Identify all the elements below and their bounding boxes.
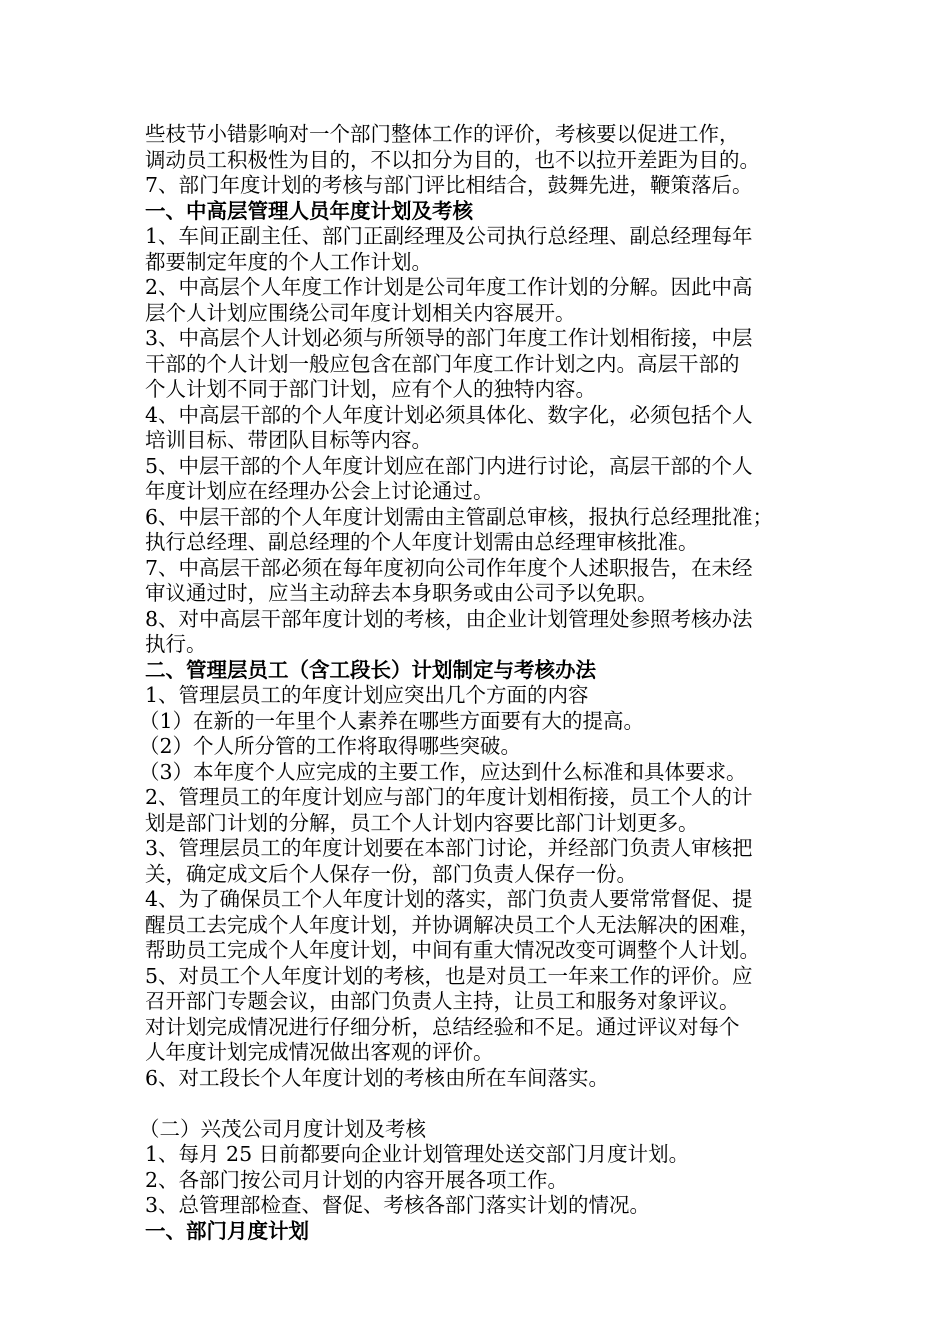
- paragraph-line: 1、管理层员工的年度计划应突出几个方面的内容: [145, 683, 589, 707]
- paragraph-line: 些枝节小错影响对一个部门整体工作的评价，考核要以促进工作，: [145, 122, 740, 146]
- paragraph-line: 4、中高层干部的个人年度计划必须具体化、数字化，必须包括个人: [145, 402, 753, 427]
- paragraph-line: 7、部门年度计划的考核与部门评比相结合，鼓舞先进，鞭策落后。: [145, 173, 753, 197]
- paragraph-line: 2、管理员工的年度计划应与部门的年度计划相衔接，员工个人的计: [145, 785, 753, 809]
- paragraph-line: 2、各部门按公司月计划的内容开展各项工作。: [145, 1167, 569, 1192]
- paragraph-line: 醒员工去完成个人年度计划，并协调解决员工个人无法解决的困难，: [145, 912, 760, 937]
- paragraph-line: 4、为了确保员工个人年度计划的落实，部门负责人要常常督促、提: [145, 887, 753, 911]
- paragraph-line: 召开部门专题会议，由部门负责人主持，让员工和服务对象评议。: [145, 989, 740, 1013]
- paragraph-line: 8、对中高层干部年度计划的考核，由企业计划管理处参照考核办法: [145, 606, 753, 631]
- paragraph-line: 2、中高层个人年度工作计划是公司年度工作计划的分解。因此中高: [145, 275, 753, 299]
- paragraph-line: 5、中层干部的个人年度计划应在部门内进行讨论，高层干部的个人: [145, 453, 753, 478]
- paragraph-line: 关，确定成文后个人保存一份，部门负责人保存一份。: [145, 861, 637, 886]
- paragraph-line: 5、对员工个人年度计划的考核，也是对员工一年来工作的评价。应: [145, 963, 753, 988]
- section-heading: 二、管理层员工（含工段长）计划制定与考核办法: [145, 657, 596, 682]
- paragraph-line: 执行。: [145, 632, 207, 656]
- paragraph-line: 帮助员工完成个人年度计划，中间有重大情况改变可调整个人计划。: [145, 938, 760, 962]
- paragraph-line: 3、中高层个人计划必须与所领导的部门年度工作计划相衔接，中层: [145, 326, 753, 350]
- section-heading: 一、中高层管理人员年度计划及考核: [145, 198, 473, 223]
- paragraph-line: 执行总经理、副总经理的个人年度计划需由总经理审核批准。: [145, 530, 699, 554]
- blank-line: [145, 1091, 825, 1117]
- paragraph-line: 1、车间正副主任、部门正副经理及公司执行总经理、副总经理每年: [145, 224, 753, 248]
- paragraph-line: 调动员工积极性为目的，不以扣分为目的，也不以拉开差距为目的。: [145, 147, 760, 172]
- paragraph-line: 年度计划应在经理办公会上讨论通过。: [145, 479, 494, 503]
- paragraph-line: （3）本年度个人应完成的主要工作，应达到什么标准和具体要求。: [139, 759, 747, 784]
- paragraph-line: 都要制定年度的个人工作计划。: [145, 249, 432, 274]
- paragraph-line: 个人计划不同于部门计划，应有个人的独特内容。: [145, 377, 596, 401]
- document-page: [139, 122, 825, 1244]
- paragraph-line: （1）在新的一年里个人素养在哪些方面要有大的提高。: [139, 708, 645, 733]
- paragraph-line: 划是部门计划的分解，员工个人计划内容要比部门计划更多。: [145, 810, 699, 835]
- paragraph-line: 对计划完成情况进行仔细分析，总结经验和不足。通过评议对每个: [145, 1014, 740, 1039]
- paragraph-line: 层个人计划应围绕公司年度计划相关内容展开。: [145, 300, 576, 325]
- paragraph-line: 审议通过时，应当主动辞去本身职务或由公司予以免职。: [145, 581, 658, 605]
- paragraph-line: 3、总管理部检查、督促、考核各部门落实计划的情况。: [145, 1193, 651, 1217]
- paragraph-line: 1、每月 25 日前都要向企业计划管理处送交部门月度计划。: [145, 1142, 690, 1166]
- paragraph-line: 7、中高层干部必须在每年度初向公司作年度个人述职报告，在未经: [145, 555, 753, 580]
- paragraph-line: 3、管理层员工的年度计划要在本部门讨论，并经部门负责人审核把: [145, 836, 753, 860]
- paragraph-line: （2）个人所分管的工作将取得哪些突破。: [139, 734, 522, 758]
- paragraph-line: 6、对工段长个人年度计划的考核由所在车间落实。: [145, 1065, 610, 1090]
- section-heading: 一、部门月度计划: [145, 1218, 309, 1243]
- paragraph-line: 干部的个人计划一般应包含在部门年度工作计划之内。高层干部的: [145, 351, 740, 376]
- paragraph-line: 6、中层干部的个人年度计划需由主管副总审核，报执行总经理批准；: [145, 504, 774, 529]
- paragraph-line: 培训目标、带团队目标等内容。: [145, 428, 432, 452]
- paragraph-line: （二）兴茂公司月度计划及考核: [139, 1116, 426, 1141]
- paragraph-line: 人年度计划完成情况做出客观的评价。: [145, 1040, 494, 1064]
